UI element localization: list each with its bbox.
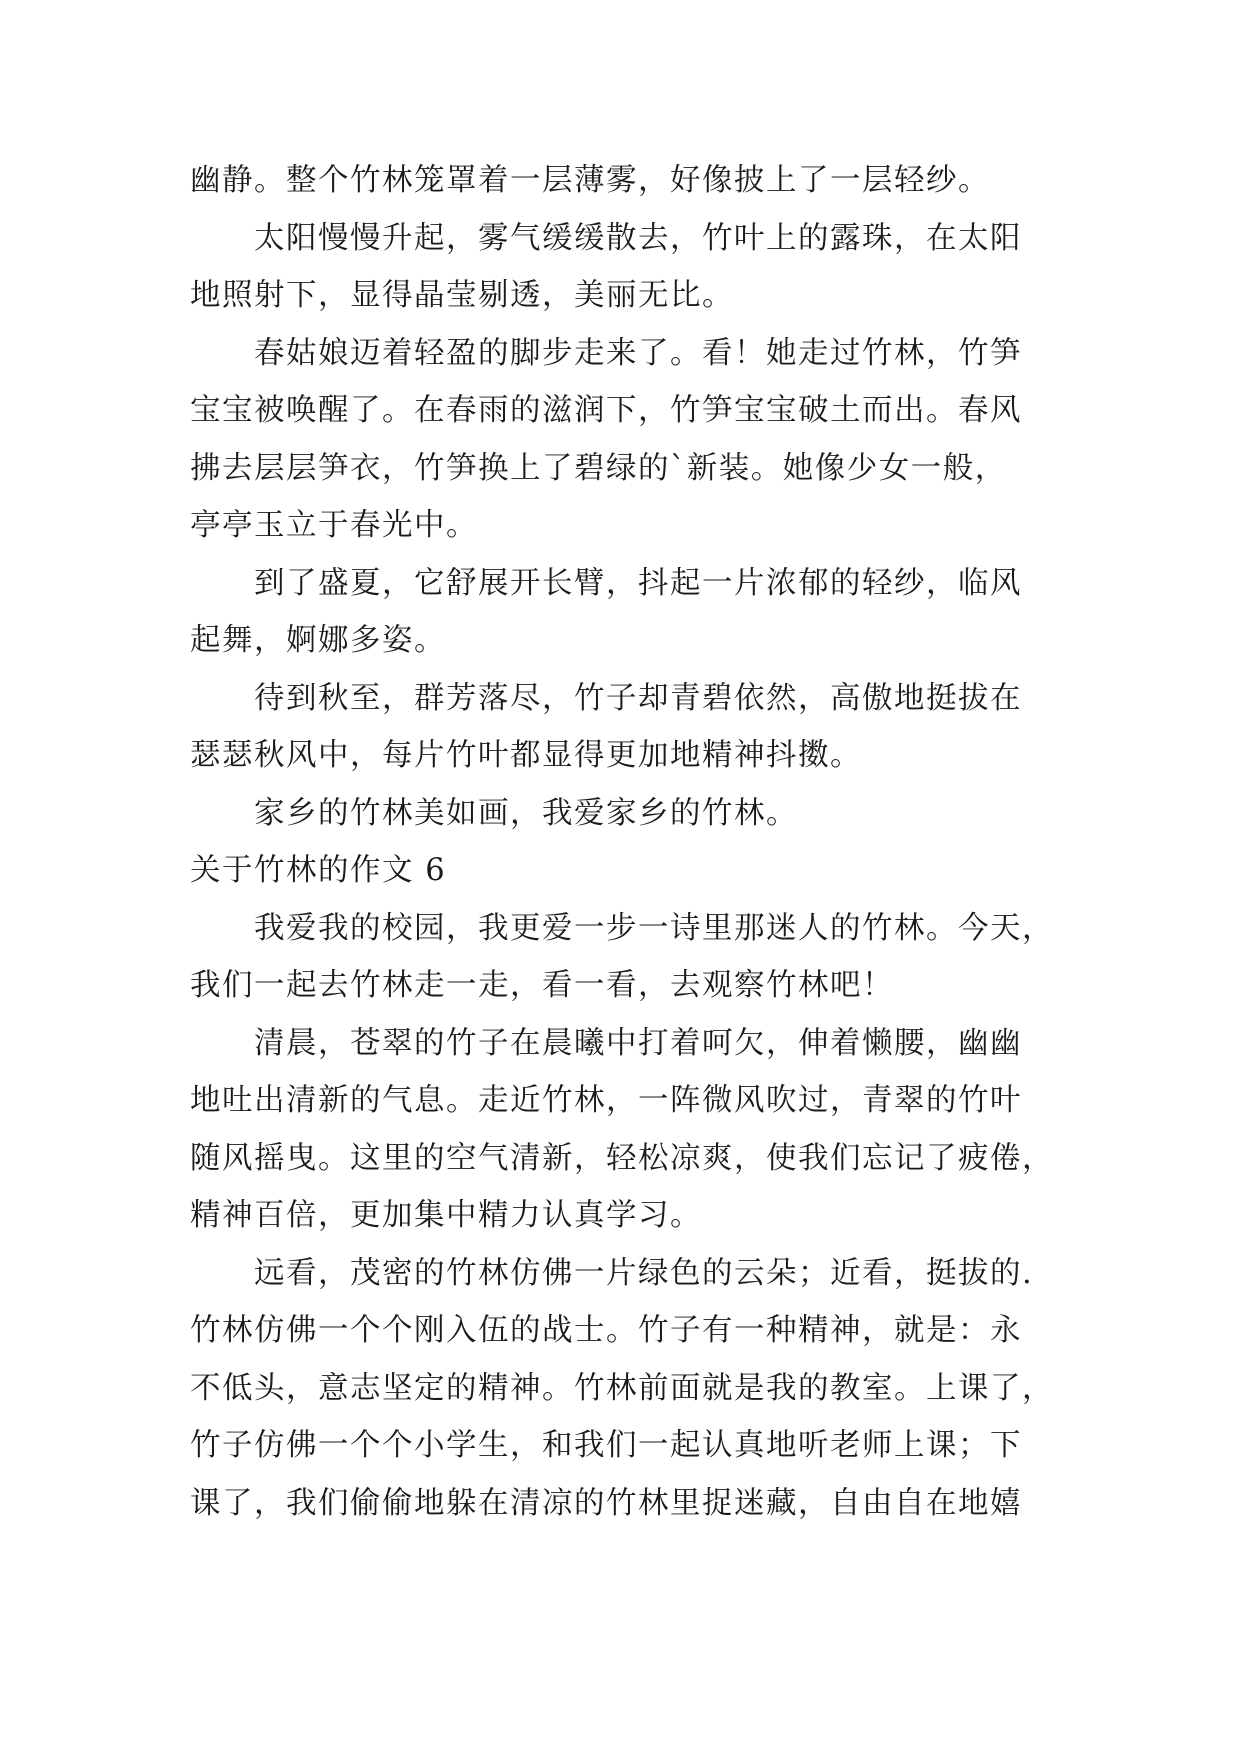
text-line: 精神百倍，更加集中精力认真学习。 [190,1198,702,1233]
text-line: 瑟瑟秋风中，每片竹叶都显得更加地精神抖擞。 [190,738,862,773]
text-line: 竹子仿佛一个个小学生，和我们一起认真地听老师上课；下 [190,1428,1022,1463]
text-line: 不低头，意志坚定的精神。竹林前面就是我的教室。上课了， [190,1370,1054,1406]
text-line: 拂去层层笋衣，竹笋换上了碧绿的`新装。她像少女一般， [190,450,1007,486]
text-line: 起舞，婀娜多姿。 [190,623,446,658]
text-line: 竹林仿佛一个个刚入伍的战士。竹子有一种精神，就是：永 [190,1313,1022,1348]
text-line: 亭亭玉立于春光中。 [190,508,478,543]
text-line: 清晨，苍翠的竹子在晨曦中打着呵欠，伸着懒腰，幽幽 [254,1025,1022,1061]
text-line: 幽静。整个竹林笼罩着一层薄雾，好像披上了一层轻纱。 [190,163,990,198]
text-line: 到了盛夏，它舒展开长臂，抖起一片浓郁的轻纱，临风 [254,565,1022,601]
text-line: 春姑娘迈着轻盈的脚步走来了。看！她走过竹林，竹笋 [254,335,1022,371]
text-line: 家乡的竹林美如画，我爱家乡的竹林。 [254,795,798,831]
text-line: 随风摇曳。这里的空气清新，轻松凉爽，使我们忘记了疲倦， [190,1140,1054,1176]
text-line: 我们一起去竹林走一走，看一看，去观察竹林吧！ [190,968,894,1003]
document-body [190,152,1054,1532]
text-line: 宝宝被唤醒了。在春雨的滋润下，竹笋宝宝破土而出。春风 [190,393,1022,428]
text-line: 课了，我们偷偷地躲在清凉的竹林里捉迷藏，自由自在地嬉 [190,1485,1022,1521]
text-line: 待到秋至，群芳落尽，竹子却青碧依然，高傲地挺拔在 [254,680,1022,716]
text-line: 太阳慢慢升起，雾气缓缓散去，竹叶上的露珠，在太阳 [254,220,1022,256]
text-line: 我爱我的校园，我更爱一步一诗里那迷人的竹林。今天， [254,910,1054,946]
essay-title: 关于竹林的作文 6 [190,853,447,888]
text-line: 地照射下，显得晶莹剔透，美丽无比。 [190,278,734,313]
text-line: 地吐出清新的气息。走近竹林，一阵微风吹过，青翠的竹叶 [190,1083,1022,1118]
text-line: 远看，茂密的竹林仿佛一片绿色的云朵；近看，挺拔的. [254,1255,1034,1291]
